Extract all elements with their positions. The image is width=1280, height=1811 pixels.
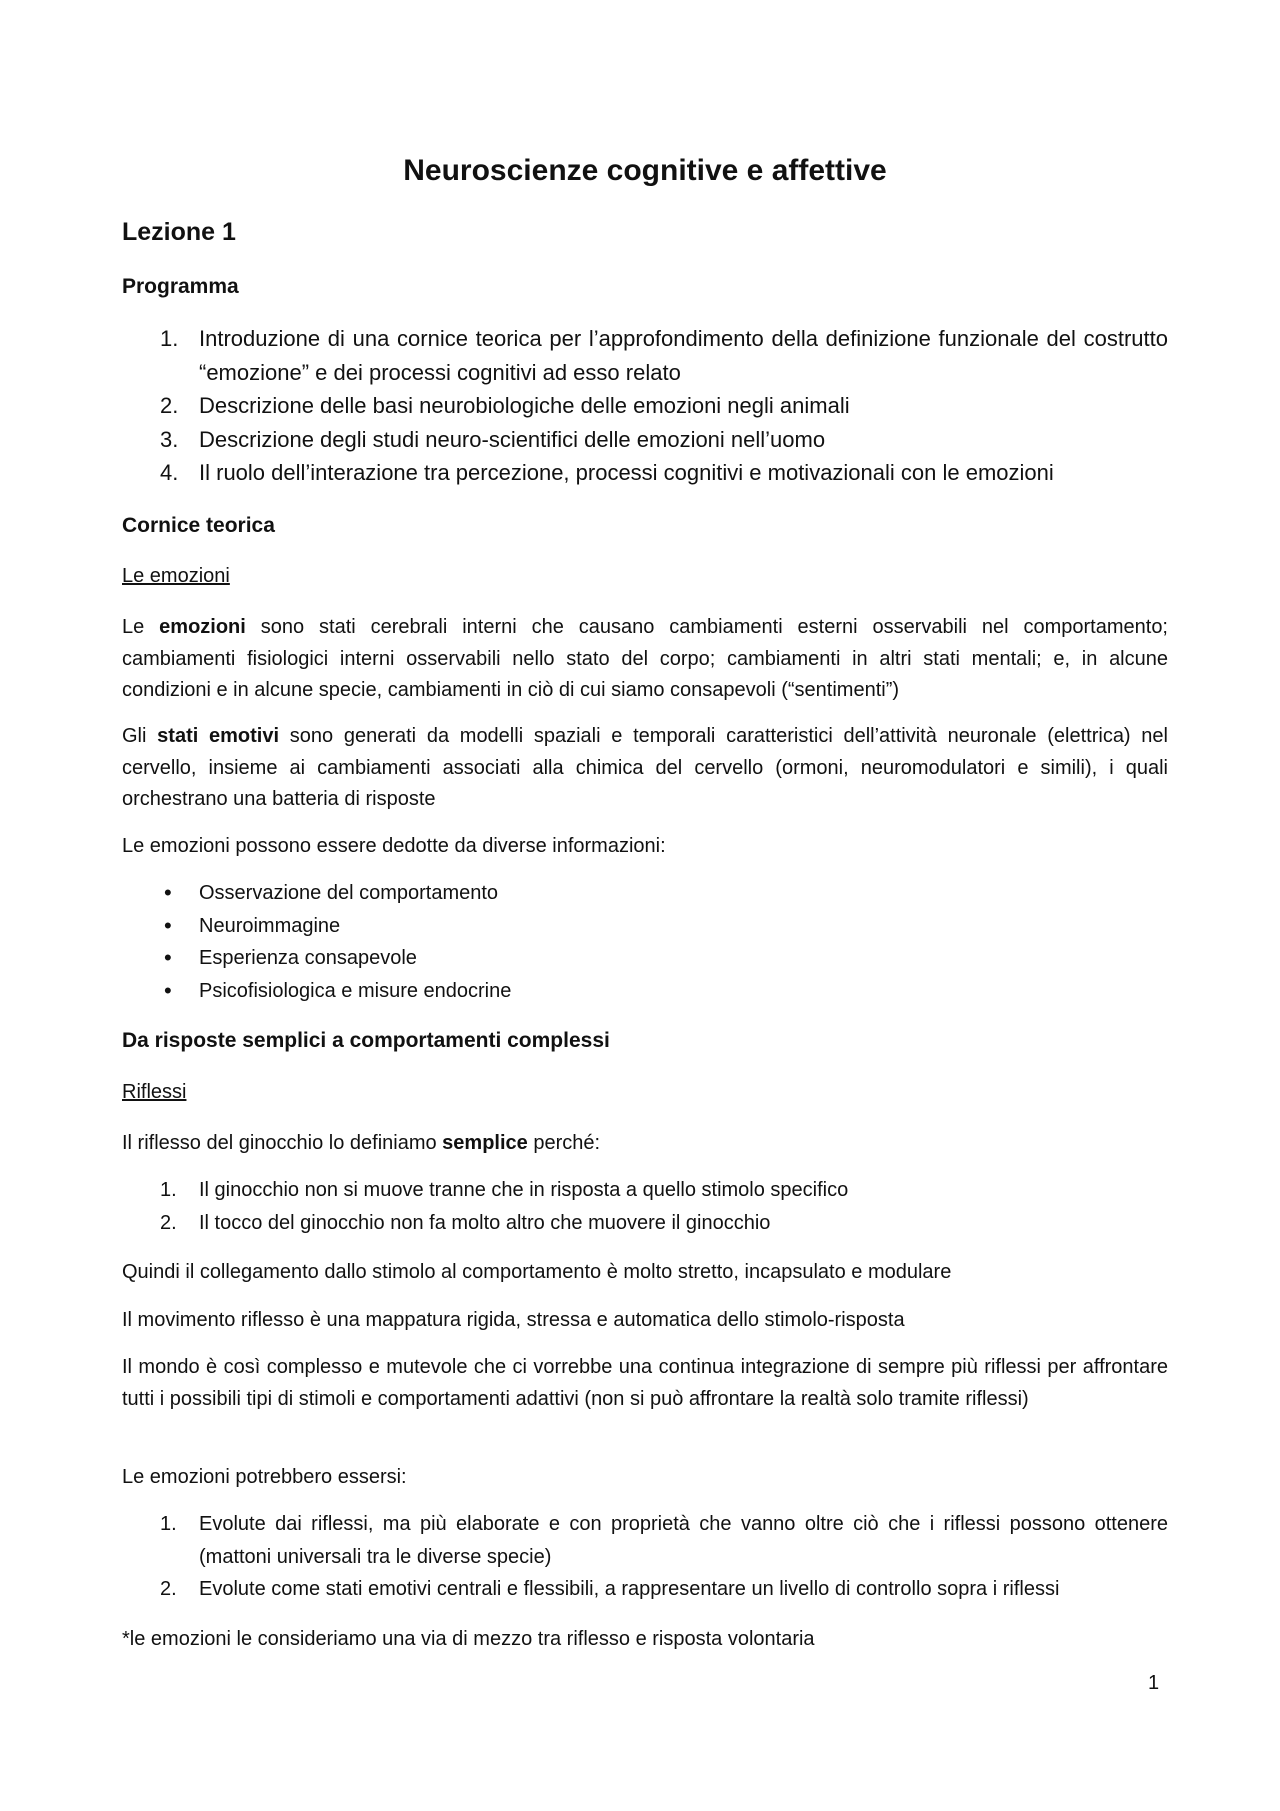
- mondo-paragraph: Il mondo è così complesso e mutevole che ci vorrebbe una continua integrazione di sempre più riflessi per affrontare tutti i possibili tipi di stimoli e comportamenti adattivi (non si può affrontare la realtà solo tramite riflessi): [122, 1356, 1168, 1410]
- page-number: 1: [1148, 1672, 1160, 1694]
- list-item: • Psicofisiologica e misure endocrine: [122, 975, 1168, 1008]
- risposte-heading: Da risposte semplici a comportamenti complessi: [122, 1029, 610, 1052]
- list-item: • Neuroimmagine: [122, 910, 1168, 943]
- stati-emotivi-paragraph: Gli stati emotivi sono generati da modelli spaziali e temporali caratteristici dell’attività neuronale (elettrica) nel cervello, insieme ai cambiamenti associati alla chimica del cervello (ormoni, neuromodulatori e simili), i quali orchestrano una batteria di risposte: [122, 725, 1168, 810]
- list-item: 3. Descrizione degli studi neuro-scientifici delle emozioni nell’uomo: [160, 426, 826, 452]
- emozioni-subheading: Le emozioni: [122, 565, 230, 587]
- bullet-icon: •: [164, 945, 172, 970]
- bullet-icon: •: [164, 880, 172, 905]
- deduzione-paragraph: Le emozioni possono essere dedotte da diverse informazioni:: [122, 835, 666, 857]
- lesson-heading: Lezione 1: [122, 218, 236, 246]
- list-item: • Osservazione del comportamento: [122, 877, 1168, 910]
- informazioni-list: [122, 877, 1168, 1007]
- document-title: Neuroscienze cognitive e affettive: [403, 154, 887, 187]
- list-item: 2. Evolute come stati emotivi centrali e flessibili, a rappresentare un livello di controllo sopra i riflessi: [160, 1578, 1060, 1600]
- bullet-icon: •: [164, 977, 172, 1003]
- list-item: 1. Il ginocchio non si muove tranne che in risposta a quello stimolo specifico: [160, 1179, 849, 1201]
- evoluzione-list: [122, 1508, 1168, 1606]
- movimento-paragraph: Il movimento riflesso è una mappatura rigida, stressa e automatica dello stimolo-risposta: [122, 1309, 905, 1331]
- note-paragraph: *le emozioni le consideriamo una via di mezzo tra riflesso e risposta volontaria: [122, 1628, 815, 1650]
- list-item: 2. Descrizione delle basi neurobiologiche delle emozioni negli animali: [160, 393, 850, 418]
- evoluzione-intro: Le emozioni potrebbero essersi:: [122, 1466, 407, 1488]
- list-item: 2. Il tocco del ginocchio non fa molto altro che muovere il ginocchio: [160, 1211, 771, 1234]
- riflessi-subheading: Riflessi: [122, 1081, 187, 1103]
- programma-heading: Programma: [122, 275, 239, 298]
- collegamento-paragraph: Quindi il collegamento dallo stimolo al comportamento è molto stretto, incapsulato e modulare: [122, 1261, 952, 1283]
- emozioni-definition: Le emozioni sono stati cerebrali interni che causano cambiamenti esterni osservabili nel comportamento; cambiamenti fisiologici interni osservabili nello stato del corpo; cambiamenti in altri stati mentali; e, in alcune condizioni e in alcune specie, cambiamenti in ciò di cui siamo consapevoli (“sentimenti”): [122, 616, 1168, 701]
- riflesso-paragraph: Il riflesso del ginocchio lo definiamo semplice perché:: [122, 1132, 601, 1154]
- list-item: 1. Evolute dai riflessi, ma più elaborate e con proprietà che vanno oltre ciò che i riflessi possono ottenere (mattoni universali tra le diverse specie): [160, 1513, 1168, 1568]
- list-item: • Esperienza consapevole: [122, 942, 1168, 975]
- riflesso-list: [122, 1174, 1168, 1239]
- list-item: 4. Il ruolo dell’interazione tra percezione, processi cognitivi e motivazionali con le emozioni: [160, 460, 1054, 485]
- list-item: 1. Introduzione di una cornice teorica per l’approfondimento della definizione funzionale del costrutto “emozione” e dei processi cognitivi ad esso relato: [160, 326, 1168, 385]
- bullet-icon: •: [164, 912, 172, 938]
- programma-list: [122, 322, 1168, 490]
- cornice-heading: Cornice teorica: [122, 514, 275, 537]
